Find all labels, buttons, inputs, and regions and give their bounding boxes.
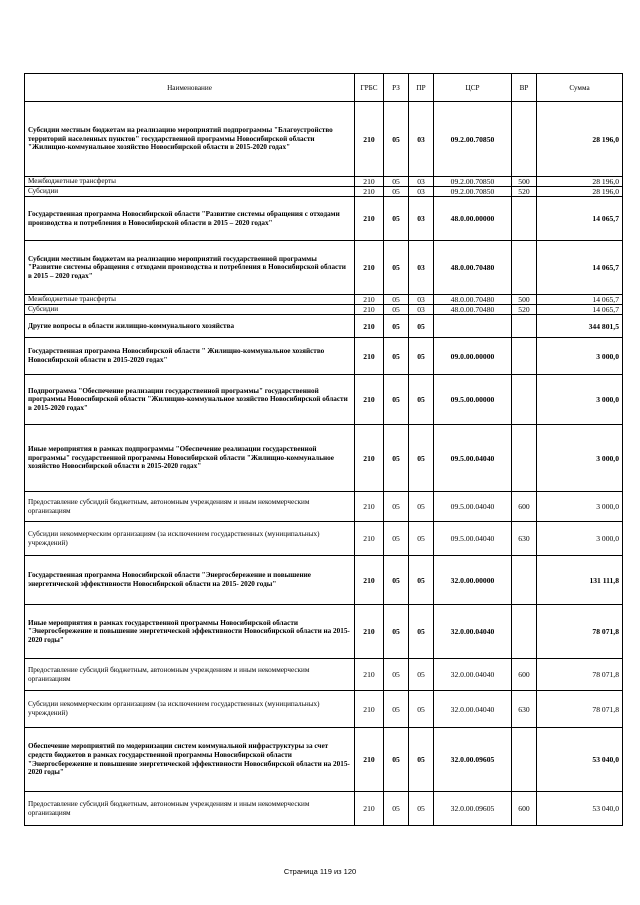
header-grbs: ГРБС — [355, 74, 384, 102]
row-pr: 05 — [409, 492, 434, 522]
row-pr: 03 — [409, 187, 434, 197]
row-name: Субсидии некоммерческим организациям (за исключением государственных (муниципальных) учреждений) — [25, 522, 355, 556]
row-sum: 53 040,0 — [537, 728, 623, 792]
row-pr: 05 — [409, 522, 434, 556]
row-pr: 05 — [409, 691, 434, 728]
row-grbs: 210 — [355, 691, 384, 728]
row-csr: 09.5.00.00000 — [434, 375, 512, 425]
row-csr: 32.0.00.04040 — [434, 605, 512, 659]
row-sum: 3 000,0 — [537, 425, 623, 492]
row-vr: 600 — [512, 492, 537, 522]
row-csr: 09.5.00.04040 — [434, 522, 512, 556]
row-pr: 05 — [409, 605, 434, 659]
row-vr — [512, 338, 537, 375]
row-rz: 05 — [384, 728, 409, 792]
row-name: Другие вопросы в области жилищно-коммунального хозяйства — [25, 315, 355, 338]
header-rz: РЗ — [384, 74, 409, 102]
row-grbs: 210 — [355, 315, 384, 338]
table-row — [25, 425, 623, 492]
row-pr: 05 — [409, 556, 434, 605]
row-rz: 05 — [384, 305, 409, 315]
row-csr: 48.0.00.70480 — [434, 305, 512, 315]
row-csr: 09.5.00.04040 — [434, 425, 512, 492]
row-pr: 03 — [409, 177, 434, 187]
row-name: Иные мероприятия в рамках государственной программы Новосибирской области "Энергосбережение и повышение энергетической эффективности Новосибирской области на 2015- 2020 годы" — [25, 605, 355, 659]
row-name: Государственная программа Новосибирской области "Энергосбережение и повышение энергетической эффективности Новосибирской области на 2015- 2020 годы" — [25, 556, 355, 605]
row-csr: 32.0.00.04040 — [434, 659, 512, 691]
row-csr: 09.2.00.70850 — [434, 102, 512, 177]
table-row — [25, 691, 623, 728]
row-grbs: 210 — [355, 522, 384, 556]
table-row — [25, 375, 623, 425]
table-row — [25, 197, 623, 241]
row-rz: 05 — [384, 556, 409, 605]
page-footer: Страница 119 из 120 — [283, 867, 357, 876]
table-row — [25, 305, 623, 315]
table-row — [25, 295, 623, 305]
row-sum: 78 071,8 — [537, 691, 623, 728]
row-sum: 14 065,7 — [537, 241, 623, 295]
document-page — [24, 73, 622, 826]
row-csr: 32.0.00.09605 — [434, 792, 512, 826]
table-row — [25, 177, 623, 187]
row-grbs: 210 — [355, 605, 384, 659]
row-sum: 14 065,7 — [537, 305, 623, 315]
row-name: Межбюджетные трансферты — [25, 177, 355, 187]
row-grbs: 210 — [355, 425, 384, 492]
row-sum: 78 071,8 — [537, 605, 623, 659]
row-sum: 14 065,7 — [537, 295, 623, 305]
row-sum: 28 196,0 — [537, 102, 623, 177]
row-csr: 32.0.00.09605 — [434, 728, 512, 792]
row-vr — [512, 315, 537, 338]
row-sum: 3 000,0 — [537, 492, 623, 522]
table-row — [25, 315, 623, 338]
row-rz: 05 — [384, 241, 409, 295]
row-pr: 03 — [409, 305, 434, 315]
row-grbs: 210 — [355, 338, 384, 375]
table-row — [25, 102, 623, 177]
row-sum: 3 000,0 — [537, 338, 623, 375]
row-vr — [512, 375, 537, 425]
row-vr — [512, 728, 537, 792]
row-csr: 09.2.00.70850 — [434, 177, 512, 187]
row-pr: 05 — [409, 728, 434, 792]
table-row — [25, 728, 623, 792]
row-sum: 14 065,7 — [537, 197, 623, 241]
row-vr: 520 — [512, 305, 537, 315]
row-vr — [512, 556, 537, 605]
row-name: Иные мероприятия в рамках подпрограммы "Обеспечение реализации государственной программы" государственной программы Новосибирской области "Жилищно-коммунальное хозяйство Новосибирской области в 2015-2020 годах" — [25, 425, 355, 492]
row-grbs: 210 — [355, 305, 384, 315]
row-pr: 05 — [409, 315, 434, 338]
table-header-row — [25, 74, 623, 102]
row-vr — [512, 241, 537, 295]
row-grbs: 210 — [355, 197, 384, 241]
row-csr: 32.0.00.04040 — [434, 691, 512, 728]
row-name: Субсидии — [25, 187, 355, 197]
row-name: Государственная программа Новосибирской области " Жилищно-коммунальное хозяйство Новосибирской области в 2015-2020 годах" — [25, 338, 355, 375]
row-vr: 630 — [512, 691, 537, 728]
row-sum: 28 196,0 — [537, 177, 623, 187]
row-name: Предоставление субсидий бюджетным, автономным учреждениям и иным некоммерческим организациям — [25, 792, 355, 826]
row-sum: 78 071,8 — [537, 659, 623, 691]
row-sum: 131 111,8 — [537, 556, 623, 605]
table-row — [25, 605, 623, 659]
header-vr: ВР — [512, 74, 537, 102]
row-vr: 600 — [512, 792, 537, 826]
row-grbs: 210 — [355, 728, 384, 792]
row-csr: 09.5.00.04040 — [434, 492, 512, 522]
row-name: Обеспечение мероприятий по модернизации систем коммунальной инфраструктуры за счет средств бюджетов в рамках государственной программы Новосибирской области "Энергосбережение и повышение энергетической эффективности Новосибирской области на 2015-2020 годы" — [25, 728, 355, 792]
row-sum: 53 040,0 — [537, 792, 623, 826]
row-pr: 05 — [409, 659, 434, 691]
row-grbs: 210 — [355, 187, 384, 197]
table-row — [25, 556, 623, 605]
row-pr: 03 — [409, 197, 434, 241]
row-rz: 05 — [384, 522, 409, 556]
table-row — [25, 492, 623, 522]
row-pr: 05 — [409, 425, 434, 492]
row-name: Подпрограмма "Обеспечение реализации государственной программы" государственной программы Новосибирской области "Жилищно-коммунальное хозяйство Новосибирской области в 2015-2020 годах" — [25, 375, 355, 425]
header-pr: ПР — [409, 74, 434, 102]
row-grbs: 210 — [355, 556, 384, 605]
row-name: Субсидии местным бюджетам на реализацию мероприятий подпрограммы "Благоустройство территорий населенных пунктов" государственной программы Новосибирской области "Жилищно-коммунальное хозяйство Новосибирской области в 2015-2020 годах" — [25, 102, 355, 177]
row-sum: 28 196,0 — [537, 187, 623, 197]
row-name: Государственная программа Новосибирской области "Развитие системы обращения с отходами производства и потребления в Новосибирской области в 2015 – 2020 годах" — [25, 197, 355, 241]
row-csr: 09.2.00.70850 — [434, 187, 512, 197]
row-csr: 09.0.00.00000 — [434, 338, 512, 375]
row-vr: 600 — [512, 659, 537, 691]
row-grbs: 210 — [355, 492, 384, 522]
row-rz: 05 — [384, 102, 409, 177]
row-rz: 05 — [384, 492, 409, 522]
row-name: Субсидии некоммерческим организациям (за исключением государственных (муниципальных) учреждений) — [25, 691, 355, 728]
row-sum: 3 000,0 — [537, 375, 623, 425]
row-rz: 05 — [384, 295, 409, 305]
row-rz: 05 — [384, 338, 409, 375]
table-row — [25, 659, 623, 691]
row-grbs: 210 — [355, 241, 384, 295]
row-grbs: 210 — [355, 375, 384, 425]
row-vr — [512, 605, 537, 659]
row-vr — [512, 425, 537, 492]
row-grbs: 210 — [355, 792, 384, 826]
row-sum: 344 801,5 — [537, 315, 623, 338]
row-name: Субсидии — [25, 305, 355, 315]
row-vr — [512, 102, 537, 177]
row-pr: 05 — [409, 792, 434, 826]
row-rz: 05 — [384, 187, 409, 197]
row-name: Предоставление субсидий бюджетным, автономным учреждениям и иным некоммерческим организациям — [25, 492, 355, 522]
header-sum: Сумма — [537, 74, 623, 102]
budget-table — [24, 73, 623, 826]
row-rz: 05 — [384, 605, 409, 659]
row-pr: 03 — [409, 241, 434, 295]
row-name: Предоставление субсидий бюджетным, автономным учреждениям и иным некоммерческим организациям — [25, 659, 355, 691]
row-grbs: 210 — [355, 659, 384, 691]
row-name: Межбюджетные трансферты — [25, 295, 355, 305]
row-pr: 03 — [409, 102, 434, 177]
row-rz: 05 — [384, 177, 409, 187]
row-rz: 05 — [384, 691, 409, 728]
row-pr: 05 — [409, 375, 434, 425]
row-grbs: 210 — [355, 295, 384, 305]
row-vr: 500 — [512, 295, 537, 305]
row-csr: 32.0.00.00000 — [434, 556, 512, 605]
header-csr: ЦСР — [434, 74, 512, 102]
table-row — [25, 522, 623, 556]
row-rz: 05 — [384, 197, 409, 241]
row-pr: 05 — [409, 338, 434, 375]
table-row — [25, 241, 623, 295]
table-row — [25, 187, 623, 197]
table-row — [25, 338, 623, 375]
row-vr: 630 — [512, 522, 537, 556]
row-csr: 48.0.00.00000 — [434, 197, 512, 241]
row-vr — [512, 197, 537, 241]
row-csr: 48.0.00.70480 — [434, 241, 512, 295]
row-pr: 03 — [409, 295, 434, 305]
row-sum: 3 000,0 — [537, 522, 623, 556]
row-csr — [434, 315, 512, 338]
row-grbs: 210 — [355, 177, 384, 187]
row-grbs: 210 — [355, 102, 384, 177]
row-rz: 05 — [384, 425, 409, 492]
header-name: Наименование — [25, 74, 355, 102]
row-csr: 48.0.00.70480 — [434, 295, 512, 305]
row-vr: 520 — [512, 187, 537, 197]
row-name: Субсидии местным бюджетам на реализацию мероприятий государственной программы "Развитие системы обращения с отходами производства и потребления в Новосибирской области в 2015 – 2020 годах" — [25, 241, 355, 295]
table-row — [25, 792, 623, 826]
row-rz: 05 — [384, 315, 409, 338]
row-vr: 500 — [512, 177, 537, 187]
row-rz: 05 — [384, 792, 409, 826]
row-rz: 05 — [384, 375, 409, 425]
row-rz: 05 — [384, 659, 409, 691]
